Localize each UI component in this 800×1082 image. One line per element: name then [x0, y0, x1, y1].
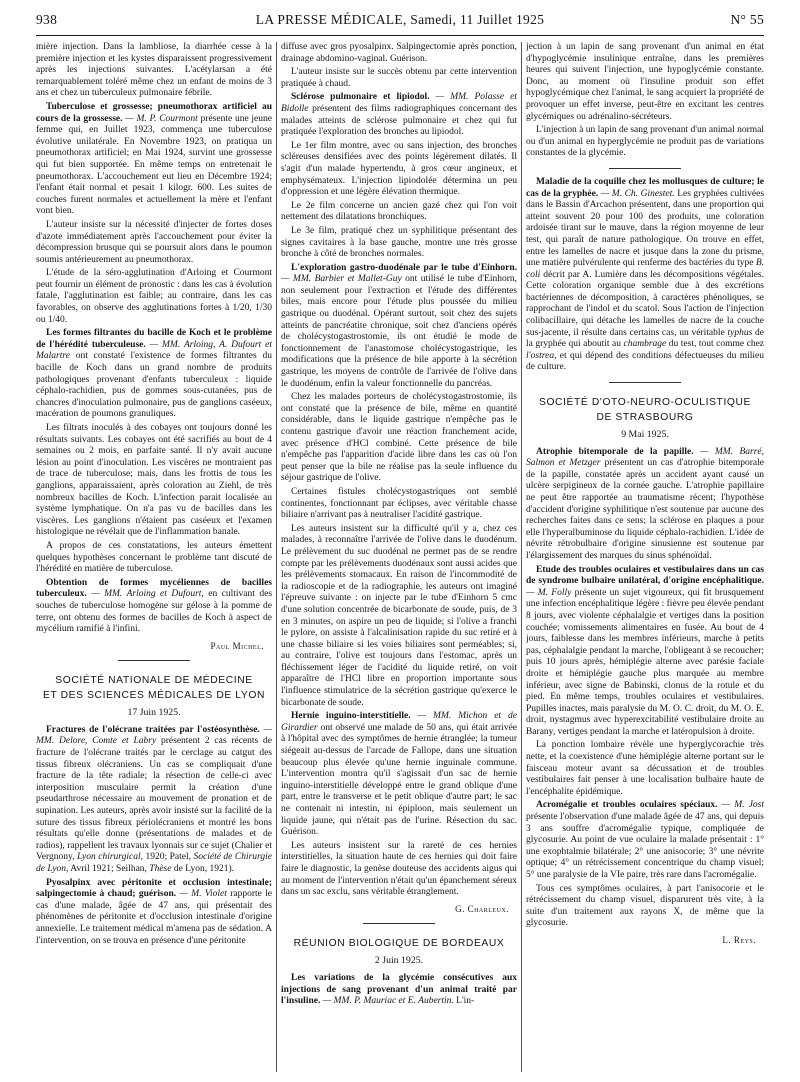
- article-text: rapporte le cas d'une malade, âgée de 47 ans, qui présentait des phénomènes de péritonite et d'occlusion intestinale d'origine annexielle. Le traitement médical m'amena pas de sédation. A l'intervention, on se trouva en présence d'une péritonite: [36, 889, 272, 946]
- article-acromegalie: [526, 800, 764, 881]
- article-hernie: [281, 711, 517, 839]
- article-text: et qui dépend des conditions défectueuses du milieu de culture.: [526, 350, 764, 373]
- signature: Paul Michel.: [210, 640, 264, 651]
- session-date: 2 Juin 1925.: [374, 955, 424, 967]
- issue-number: N° 55: [730, 12, 764, 27]
- article-title: Les variations de la glycémie consécutives aux injections de sang provenant d'un animal traité par l'insuline.: [281, 972, 517, 1007]
- article-title: Atrophie bitemporale de la papille.: [536, 446, 694, 457]
- article-title: Les formes filtrantes du bacille de Koch et le problème de l'hérédité tuberculeuse.: [36, 328, 272, 350]
- article-title: L'exploration gastro-duodénale par le tube d'Einhorn.: [291, 262, 517, 273]
- section-heading-bordeaux: RÉUNION BIOLOGIQUE DE BORDEAUX: [293, 938, 505, 950]
- article-gryphee: [526, 177, 764, 374]
- running-head: [36, 12, 764, 32]
- article-authors: — M. P. Courmont: [125, 113, 198, 124]
- paragraph: Le 2e film concerne un ancien gazé chez qui l'on voit nettement des dilatations bronchiques.: [281, 200, 517, 223]
- article-text: en cultivant des souches de tuberculose homogène sur gélose à la pomme de terre, ont obtenu des formes de bacilles de Koch à aspect de mycélium ramifié à l'infini.: [36, 589, 272, 635]
- section-heading-line: SOCIÉTÉ NATIONALE DE MÉDECINE: [55, 675, 253, 687]
- article-text: ont observé une malade de 50 ans, qui était arrivée à l'hôpital avec des symptômes de hernie étranglée; la tumeur siégeait au-dessus de l'arcade de Fallope, dans une situation beaucoup plus élevée qu'une hernie inguinale commune. L'intervention montra qu'il s'agissait d'un sac de hernie inguino-interstitielle développé entre le grand oblique d'une part, entre le transverse et le petit oblique d'autre part; le sac ne contenait ni intestin, ni épiploon, mais seulement un liquide jaune, qui n'était pas de l'urine. Résection du sac. Guérison.: [281, 722, 517, 838]
- page-number: 938: [36, 12, 58, 27]
- column-separator: [276, 42, 277, 1072]
- article-text: décrit par A. Lumière dans les décompositions végétales. Cette coloration organique semble due à des excrétions bactériennes de décomposition, à caractères phénoliques, se rapprochant de l'indol et du scatol. Sous l'action de l'injection colibacillaire, qui détache les lamelles de nacre de la couche sus-jacente, il résulte dans certains cas, un véritable: [526, 269, 764, 338]
- article-authors: — MM. Delore, Comte et Labry: [36, 724, 272, 747]
- article-text: Les gryphées cultivées dans le Bassin d'Arcachon présentent, dans une proportion qui atteint souvent 20 pour 100 des produits, une coloration ardoisée tirant sur le mauve, dans la région moyenne de leur test, qui paraît de nature pathologique. On trouve en effet, entre les lamelles de nacre et jusque dans la zone du prisme, une matière pulvérulente qui renferme des bactéries du type: [526, 188, 764, 269]
- paragraph: Chez les malades porteurs de cholécystogastrostomie, ils ont constaté que la présence de bile, même en quantité considérable, dans le liquide gastrique n'empêche pas le contenu gastrique d'avoir une réaction franchement acide, avec présence d'HCl combiné. Cette présence de bile n'empêche pas l'apparition d'acide libre dans les cas où l'on peut penser que la bile ne réalise pas la seule influence du séjour gastrique de l'olive.: [281, 392, 517, 484]
- session-date: 17 Juin 1925.: [127, 707, 181, 719]
- reference: Société de Chirurgie de Lyon,: [36, 852, 272, 874]
- article-title: Tuberculose et grossesse; pneumothorax artificiel au cours de la grossesse.: [36, 101, 272, 124]
- article-authors: — M. Ch. Ginestet.: [600, 188, 675, 199]
- article-authors: — M. Jost: [721, 800, 764, 811]
- paragraph: jection à un lapin de sang provenant d'un animal en état d'hypoglycémie insulinique entraîne, dans les premières heures qui suivent l'injection, une hypoglycémie constante. Donc, au moment où l'insuline produit son effet hypoglycémique chez l'animal, le sang acquiert la propriété de provoquer un effet inverse, peut-être en excitant les centres glycémiques ou adrénalino-sécréteurs.: [526, 42, 764, 122]
- section-rule: [609, 168, 681, 169]
- term: chambrage: [623, 339, 667, 350]
- article-formes-filtrantes: [36, 328, 272, 421]
- section-heading-lyon: [36, 673, 272, 703]
- species-name: l'ostrea,: [526, 350, 557, 361]
- section-heading-line: SOCIÉTÉ D'OTO-NEURO-OCULISTIQUE: [538, 397, 752, 409]
- article-title: Hernie inguino-interstitielle.: [291, 711, 411, 722]
- article-text: présentent des films radiographiques concernant des malades atteints de sclérose pulmonaire et chez qui fut pratiquée l'exploration des bronches au lipiodol.: [281, 103, 517, 138]
- article-text: ont utilisé le tube d'Einhorn, non seulement pour l'extraction et l'étude des différentes biles, mais encore pour l'étude plus poussée du milieu gastrique ou duodénal. Opérant surtout, soit chez des sujets atteints de pancréatite chronique, soit chez d'anciens opérés de cholécystogastrostomie, ils ont étudié le mode de fonctionnement de l'anastomose cholécystogastrique, les modifications que la présence de bile apporte à la sécrétion gastrique, les moyens de contrôle de l'arrivée de l'olive dans le duodénum, enfin la valeur fonctionnelle du pancréas.: [281, 274, 517, 389]
- article-authors: — M. Folly: [526, 587, 572, 598]
- article-text: de Lyon, 1921).: [173, 864, 234, 874]
- article-text: ont constaté l'existence de formes filtrantes du bacille de Koch dans un grand nombre de produits pathologiques provenant d'enfants tuberculeux : liquide céphalo-rachidien, pus de gommes sous-cutanées, pus de chancres d'inoculation pulmonaire, pus de ganglions caséeux, macération de poumons granuliques.: [36, 351, 272, 420]
- paragraph: Le 1er film montre, avec ou sans injection, des bronches scléreuses densifiées avec des points légèrement dilatés. Il s'agit d'un malade hypertendu, à gros cœur angineux, et emphysémateux. L'injection lipiodolée détermina un peu d'oppression et une légère élévation thermique.: [281, 140, 517, 198]
- paragraph: Le 3e film, pratiqué chez un syphilitique présentant des signes cavitaires à la base gauche, montre une très grosse bronche à côté de bronches normales.: [281, 225, 517, 260]
- paragraph: diffuse avec gros pyosalpinx. Salpingectomie après ponction, drainage abdomino-vaginal. Guérison.: [281, 42, 517, 64]
- article-title: Maladie de la coquille chez les mollusques de culture; le cas de la gryphée.: [526, 176, 764, 199]
- paragraph: L'injection à un lapin de sang provenant d'un animal normal ou d'un animal en hyperglycémie ne produit pas de variations constantes de la glycémie.: [526, 125, 764, 159]
- journal-title: LA PRESSE MÉDICALE, Samedi, 11 Juillet 1925: [255, 12, 545, 27]
- signature: L. Reys.: [722, 934, 756, 945]
- article-text: présentent 2 cas récents de fracture de l'olécrane traités par le cerclage au catgut des tissus fibreux olécraniens. Un cas se compliquait d'une fracture de la tête radiale; la résection de celle-ci avec interposition musculaire permit la création d'une pseudarthrose nécessaire au mouvement de pronation et de supination. Les auteurs, après avoir insisté sur la facilité de la suture des tissus fibreux périolécraniens et montré les bons résultats qu'elle donne (présentations de malades et de radios), rappellent les travaux lyonnais sur ce sujet (Chalier et Vergnony,: [36, 736, 272, 863]
- reference: Thèse: [149, 864, 172, 874]
- paragraph: Les filtrats inoculés à des cobayes ont toujours donné les résultats suivants. Les cobayes ont été sacrifiés au bout de 4 semaines ou 2 mois, en parfaite santé. Il n'y avait aucune lésion au point d'inoculation. Les viscères ne montraient pas de trace de tuberculose; mais, dans les frottis de tous les ganglions, apparaissaient, après coloration au Ziehl, de très nombreux bacilles de Koch. L'infection parait localisée au système lymphatique. On n'a pas vu de bacilles dans les viscères. Les ganglions n'étaient pas caséeux et l'examen histologique ne révélait que de l'inflammation banale.: [36, 423, 272, 538]
- reference: Lyon chirurgical,: [77, 852, 144, 863]
- paragraph: Les auteurs insistent sur la rareté de ces hernies interstitielles, la situation haute de ces hernies qui doit faire faire le diagnostic, la genèse douteuse des accidents aigus qui au moment de l'intervention n'était qu'un épanchement séreux dans un sac exclu, sans véritable étranglement.: [281, 840, 517, 898]
- article-authors: — MM. Barbier et Mallet-Guy: [281, 274, 402, 285]
- article-title: Fractures de l'olécrane traitées par l'ostéosynthèse.: [46, 724, 260, 735]
- session-date: 9 Mai 1925.: [621, 429, 669, 441]
- paragraph: A propos de ces constatations, les auteurs émettent quelques hypothèses concernant le problème tant discuté de l'hérédité en matière de tuberculose.: [36, 540, 272, 575]
- article-title: Acromégalie et troubles oculaires spéciaux.: [536, 800, 718, 811]
- article-text: présente une jeune femme qui, en Juillet 1923, commença une tuberculose évolutive unilatérale. En Novembre 1923, on pratiqua un pneumothorax artificiel; en Mai 1924, survint une grossesse qui fut bien supportée. En même temps on entretenait le pneumothorax. L'accouchement eut lieu en Décembre 1924; l'enfant était normal et pesait 1 kilogr. 600. Les suites de couches furent normales et actuellement la mère et l'enfant vont bien.: [36, 113, 272, 217]
- article-text: 1920; Patel,: [145, 852, 192, 863]
- article-tuberculose-grossesse: [36, 102, 272, 218]
- article-authors: — MM. Barré, Salmon et Metzger: [526, 446, 764, 469]
- article-authors: — MM. Polasse et Bidolle: [281, 92, 517, 114]
- article-authors: — MM. Arloing et Dufourt,: [91, 589, 204, 600]
- article-title: Pyosalpinx avec péritonite et occlusion intestinale; salpingectomie à chaud; guérison.: [36, 877, 272, 900]
- article-text: présente l'observation d'une malade âgée de 47 ans, qui depuis 3 ans souffre d'acromégalie typique, compliquée de glycosurie. Au point de vue oculaire la malade présentait : 1° une exophtalmie bilatérale; 2° une anisocorie; 3° une névrite optique; 4° un rétrécissement concentrique du champ visuel; 5° une paralysie de la VIe paire, très rare dans l'acromégalie.: [526, 812, 764, 880]
- column-separator: [521, 42, 522, 1072]
- column-right: [526, 42, 764, 1074]
- article-text: présente un sujet vigoureux, qui fit brusquement une infection encéphalitique légère : fièvre peu élevée pendant 8 jours, avec violente céphalalgie et vertiges dans la position couchée; vomissements alimentaires en fusée. Au bout de 4 jours, faiblesse dans les membres inférieurs, marche à petits pas, céphalalgie pendant la marche, l'obligeant à se recoucher; puis 10 jours après, hémiplégie alterne avec parésie faciale droite et hémiplégie gauche plus marquée au membre inférieur, avec signe de Babinski, clonus de la rotule et du pied. En même temps, troubles oculaires et vestibulaires. Pupilles inactes, mais paralysie du M. O. C. droit, du M. O. E. droit, nystagmus avec hyperexcitabilité vestibulaire droite au Barany, vertiges pendant la marche et latéropulsion à droite.: [526, 587, 764, 737]
- article-formes-myceliennes: [36, 578, 272, 636]
- section-heading-line: DE STRASBOURG: [596, 412, 694, 424]
- article-title: Obtention de formes mycéliennes de bacilles tuberculeux.: [36, 577, 272, 600]
- article-olecrane: [36, 725, 272, 876]
- article-title: Etude des troubles oculaires et vestibulaires dans un cas de syndrome bulbaire unilatéral, d'origine encéphalitique.: [526, 564, 764, 587]
- paragraph: La ponction lombaire révèle une hyperglycorachie très nette, et la coexistence d'une hémiplégie alterne portant sur le faisceau moteur avant sa décussation et de troubles vestibulaires fait penser à une localisation bulbaire haute de l'encéphalite épidémique.: [526, 740, 764, 797]
- article-text: présentent un cas d'atrophie bitemporale de la papille, constatée après un accident ayant causé un ulcère serpigineux de la cornée gauche. L'atrophie papillaire ne peut être rapportée au traumatisme récent; l'hypothèse d'accident d'origine syphilitique n'est soutenue par aucune des recherches faites dans ce sens; la sclérose en plaques a pour elle l'hyperalbuminose du liquide céphalo-rachidien. L'idée de névrite rétrobulbaire d'origine sinusienne est soutenue par l'élargissement des marques du sinus sphénoïdal.: [526, 458, 764, 561]
- paragraph: Tous ces symptômes oculaires, à part l'anisocorie et le rétrécissement du champ visuel, disparurent très vite, à la suite d'un traitement aux rayons X, de même que la glycosurie.: [526, 883, 764, 929]
- article-text: Avril 1921; Seilhan,: [70, 864, 147, 874]
- article-text: L'in-: [456, 996, 475, 1007]
- article-authors: — MM. P. Mauriac et E. Aubertin.: [322, 996, 454, 1007]
- section-rule: [609, 382, 681, 383]
- paragraph: Les auteurs insistent sur la difficulté qu'il y a, chez ces malades, à reconnaître l'arrivée de l'olive dans le duodénum. Le prélèvement du suc duodénal ne permet pas de se rendre compte par les prélèvements duodénaux sont aussi acides que les prélèvements stomacaux. En raison de l'incommodité de la radioscopie et de la radiographie, les auteurs ont imaginé l'épreuve suivante : on injecte par le tube d'Einhorn 5 cmc d'une solution concentrée de bicarbonate de soude, puis, de 3 en 3 minutes, on aspire un peu de liquide; si l'olive a franchi le pylore, on assiste à l'alcalinisation rapide du suc retiré et à une chasse biliaire si les voies biliaires sont perméables; si, au contraire, l'olive est toujours dans l'estomac, après un fléchissement léger de l'acidité du liquide retiré, on voit apparaître de l'HCl libre en proportion importante sous l'influence stimulatrice de la sécrétion gastrique qu'exerce le bicarbonate de soude.: [281, 523, 517, 708]
- paragraph: L'étude de la séro-agglutination d'Arloing et Courmont peut fournir un élément de pronostic : dans les cas à évolution fatale, l'agglutination est faible; au contraire, dans les cas favorables, on observe des agglutinations fortes à 1/20, 1/30 ou 1/40.: [36, 268, 272, 325]
- term: typhus: [727, 327, 753, 338]
- article-pyosalpinx: [36, 878, 272, 948]
- paragraph: Certaines fistules cholécystogastriques ont semblé continentes, fonctionnant par éclipses, avec véritable chasse biliaire n'arrivant pas à neutraliser l'acidité gastrique.: [281, 486, 517, 521]
- header-rule: [36, 35, 764, 36]
- column-middle: [281, 42, 517, 1074]
- section-heading-strasbourg: [526, 395, 764, 425]
- paragraph: L'auteur insiste sur le succès obtenu par cette intervention pratiquée à chaud.: [281, 67, 517, 89]
- article-syndrome-bulbaire: [526, 565, 764, 739]
- article-text: du test, tout comme chez: [668, 339, 764, 350]
- section-rule: [118, 660, 190, 661]
- article-glycemie: [281, 973, 517, 1008]
- column-left: [36, 42, 272, 1074]
- species-name: B. coli: [526, 258, 764, 280]
- section-rule: [363, 923, 435, 924]
- paragraph: L'auteur insiste sur la nécessité d'injecter de fortes doses d'azote immédiatement après l'accouchement pour éviter la décompression brusque qui se poursuit alors dans le poumon soumis antérieurement au pneumothorax.: [36, 219, 272, 265]
- article-title: Sclérose pulmonaire et lipiodol.: [291, 92, 430, 103]
- article-sclerose-lipiodol: [281, 92, 517, 138]
- section-heading-line: ET DES SCIENCES MÉDICALES DE LYON: [43, 690, 265, 702]
- paragraph: mière injection. Dans la lambliose, la diarrhée cesse à la première injection et les kystes disparaissent progressivement après les injections suivantes. L'acétylarsan a été remarquablement toléré même chez un enfant de moins de 3 ans et chez un tuberculeux pulmonaire fébrile.: [36, 42, 272, 99]
- signature: G. Charleux.: [455, 903, 509, 914]
- article-tube-einhorn: [281, 263, 517, 391]
- article-authors: — MM. Arloing, A. Dufourt et Malartre: [36, 339, 272, 362]
- article-authors: — M. Violet: [179, 889, 227, 900]
- article-authors: — MM. Michon et de Girardier: [281, 711, 517, 733]
- article-text: de la gryphée qui aboutit au: [526, 327, 764, 350]
- article-atrophie-papille: [526, 447, 764, 563]
